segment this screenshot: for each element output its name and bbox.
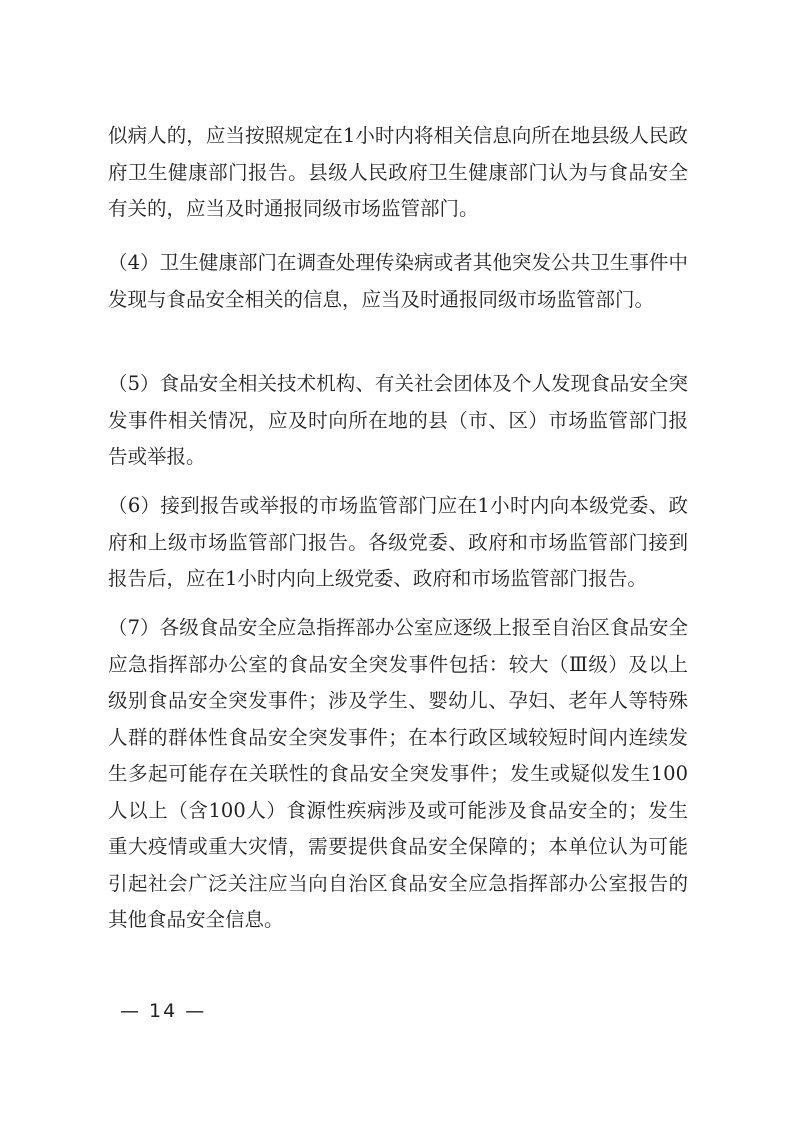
paragraph-item-4: （4）卫生健康部门在调查处理传染病或者其他突发公共卫生事件中发现与食品安全相关的信息，应当及时通报同级市场监管部门。 (108, 251, 688, 311)
paragraph-item-5: （5）食品安全相关技术机构、有关社会团体及个人发现食品安全突发事件相关情况，应及时向所在地的县（市、区）市场监管部门报告或举报。 (108, 372, 688, 468)
paragraph-continuation: 似病人的，应当按照规定在1小时内将相关信息向所在地县级人民政府卫生健康部门报告。县级人民政府卫生健康部门认为与食品安全有关的，应当及时通报同级市场监管部门。 (108, 124, 688, 220)
page-number: — 14 — (120, 1000, 207, 1022)
paragraph-item-7: （7）各级食品安全应急指挥部办公室应逐级上报至自治区食品安全应急指挥部办公室的食品安全突发事件包括：较大（Ⅲ级）及以上级别食品安全突发事件；涉及学生、婴幼儿、孕妇、老年人等特殊人群的群体性食品安全突发事件；在本行政区域较短时间内连续发生多起可能存在关联性的食品安全突发事件；发生或疑似发生100人以上（含100人）食源性疾病涉及或可能涉及食品安全的；发生重大疫情或重大灾情，需要提供食品安全保障的；本单位认为可能引起社会广泛关注应当向自治区食品安全应急指挥部办公室报告的其他食品安全信息。 (108, 616, 688, 931)
paragraph-item-6: （6）接到报告或举报的市场监管部门应在1小时内向本级党委、政府和上级市场监管部门报告。各级党委、政府和市场监管部门接到报告后，应在1小时内向上级党委、政府和市场监管部门报告。 (108, 494, 688, 590)
